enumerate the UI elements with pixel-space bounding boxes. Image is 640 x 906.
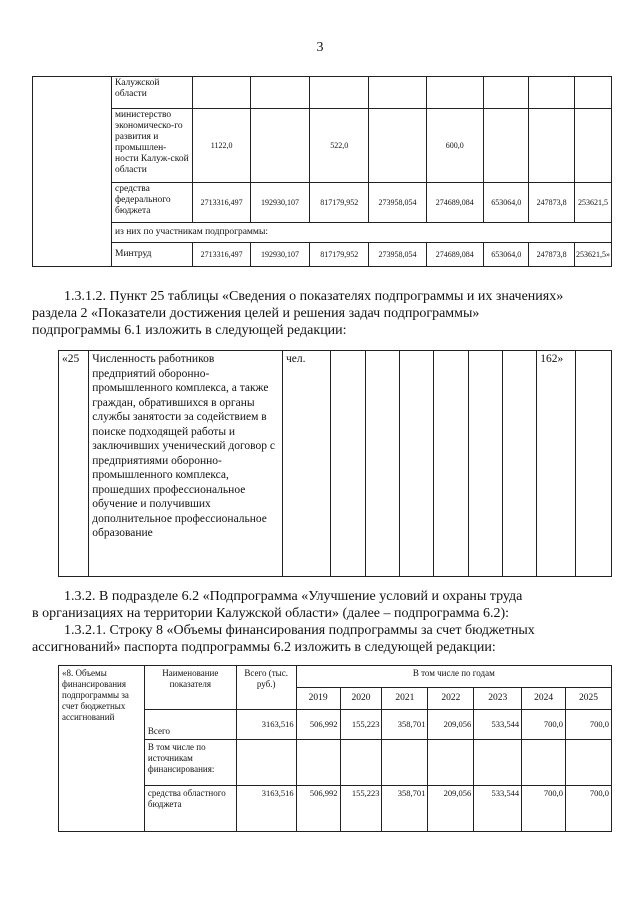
value-cell: 192930,107 xyxy=(250,183,309,223)
year-header: 2025 xyxy=(566,688,612,710)
value-cell: 209,056 xyxy=(428,786,474,832)
column-header-years: В том числе по годам xyxy=(296,666,611,688)
value-cell: 1122,0 xyxy=(193,109,250,183)
funding-table-continuation xyxy=(32,76,612,267)
paragraph-line: в организациях на территории Калужской области» (далее – подпрограмма 6.2): xyxy=(32,606,510,621)
value-cell: 700,0 xyxy=(566,786,612,832)
value-cell xyxy=(250,109,309,183)
value-cell xyxy=(483,109,528,183)
indicator-text: Численность работников предприятий оборонно-промышленного комплекса, а также граждан, обратившихся в органы службы занятости за содействием в поиске подходящей работы и заключивших ученический договор с предприятиями оборонно-промышленного комплекса, прошедших профессиональное обучение и получивших дополнительное профессиональное образование xyxy=(89,351,283,577)
table-row xyxy=(33,223,612,243)
page-number: 3 xyxy=(316,40,324,55)
row-label: Всего xyxy=(144,710,236,740)
paragraph-line: 1.3.1.2. Пункт 25 таблицы «Сведения о показателях подпрограммы и их значениях» xyxy=(64,289,564,304)
paragraph-line: 1.3.2. В подразделе 6.2 «Подпрограмма «Улучшение условий и охраны труда xyxy=(64,589,523,604)
paragraph-line: раздела 2 «Показатели достижения целей и решения задач подпрограммы» xyxy=(32,306,480,321)
value-cell: 273958,054 xyxy=(369,243,426,267)
value-cell: 653064,0 xyxy=(483,183,528,223)
paragraph-line: ассигнований» паспорта подпрограммы 6.2 изложить в следующей редакции: xyxy=(32,640,496,655)
row-label: В том числе по источникам финансирования: xyxy=(144,740,236,786)
indicator-value: 162» xyxy=(537,351,575,577)
value-cell: 3163,516 xyxy=(236,710,296,740)
value-cell xyxy=(428,740,474,786)
value-cell xyxy=(566,740,612,786)
value-cell: 155,223 xyxy=(340,710,382,740)
value-cell: 506,992 xyxy=(296,786,340,832)
value-cell xyxy=(250,77,309,109)
year-header: 2024 xyxy=(522,688,566,710)
row-title: «8. Объемы финансирования подпрограммы за счет бюджетных ассигнований xyxy=(59,666,145,832)
value-cell: 700,0 xyxy=(522,786,566,832)
value-cell: 209,056 xyxy=(428,710,474,740)
year-header: 2021 xyxy=(382,688,428,710)
empty-cell xyxy=(33,77,112,267)
value-cell: 247873,8 xyxy=(529,183,574,223)
row-label: средства федерального бюджета xyxy=(112,183,193,223)
empty-cell xyxy=(400,351,434,577)
value-cell: 817179,952 xyxy=(310,243,369,267)
table-row xyxy=(33,77,612,109)
value-cell: 274689,084 xyxy=(426,243,483,267)
empty-cell xyxy=(365,351,399,577)
value-cell: 506,992 xyxy=(296,710,340,740)
year-header: 2020 xyxy=(340,688,382,710)
value-cell xyxy=(382,740,428,786)
paragraph-1-3-2 xyxy=(32,588,612,656)
row-label: Минтруд xyxy=(112,243,193,267)
value-cell: 273958,054 xyxy=(369,183,426,223)
value-cell: 3163,516 xyxy=(236,786,296,832)
value-cell: 533,544 xyxy=(474,710,522,740)
value-cell xyxy=(574,109,611,183)
value-cell xyxy=(522,740,566,786)
value-cell xyxy=(474,740,522,786)
table-row xyxy=(59,351,612,577)
value-cell xyxy=(296,740,340,786)
value-cell: 522,0 xyxy=(310,109,369,183)
paragraph-1-3-1-2 xyxy=(32,288,612,339)
value-cell: 253621,5» xyxy=(574,243,611,267)
year-header: 2022 xyxy=(428,688,474,710)
row-label: средства областного бюджета xyxy=(144,786,236,832)
row-label: министерство экономическо-го развития и промышлен-ности Калуж-ской области xyxy=(112,109,193,183)
value-cell: 358,701 xyxy=(382,710,428,740)
column-header-name: Наименование показателя xyxy=(144,666,236,710)
value-cell: 253621,5 xyxy=(574,183,611,223)
paragraph-line: 1.3.2.1. Строку 8 «Объемы финансирования подпрограммы за счет бюджетных xyxy=(64,623,535,638)
value-cell: 600,0 xyxy=(426,109,483,183)
indicator-table xyxy=(58,350,612,577)
empty-cell xyxy=(331,351,365,577)
value-cell: 700,0 xyxy=(522,710,566,740)
indicator-unit: чел. xyxy=(283,351,331,577)
row-label: Калужской области xyxy=(112,77,193,109)
value-cell xyxy=(310,77,369,109)
year-header: 2019 xyxy=(296,688,340,710)
value-cell: 2713316,497 xyxy=(193,183,250,223)
value-cell: 533,544 xyxy=(474,786,522,832)
value-cell: 247873,8 xyxy=(529,243,574,267)
paragraph-line: подпрограммы 6.1 изложить в следующей редакции: xyxy=(32,323,347,338)
indicator-number: «25 xyxy=(59,351,89,577)
empty-cell xyxy=(468,351,502,577)
table-row xyxy=(33,243,612,267)
funding-volume-table xyxy=(58,665,612,832)
value-cell xyxy=(426,77,483,109)
value-cell: 653064,0 xyxy=(483,243,528,267)
participants-subheader: из них по участникам подпрограммы: xyxy=(112,223,612,243)
value-cell xyxy=(529,77,574,109)
value-cell: 358,701 xyxy=(382,786,428,832)
year-header: 2023 xyxy=(474,688,522,710)
column-header-total: Всего (тыс. руб.) xyxy=(236,666,296,710)
value-cell: 817179,952 xyxy=(310,183,369,223)
empty-cell xyxy=(434,351,468,577)
table-row xyxy=(33,109,612,183)
value-cell xyxy=(574,77,611,109)
table-row xyxy=(33,183,612,223)
value-cell xyxy=(340,740,382,786)
value-cell: 155,223 xyxy=(340,786,382,832)
value-cell xyxy=(369,109,426,183)
empty-cell xyxy=(502,351,536,577)
value-cell: 192930,107 xyxy=(250,243,309,267)
value-cell: 2713316,497 xyxy=(193,243,250,267)
value-cell xyxy=(529,109,574,183)
value-cell xyxy=(193,77,250,109)
value-cell xyxy=(483,77,528,109)
value-cell xyxy=(369,77,426,109)
value-cell: 700,0 xyxy=(566,710,612,740)
empty-cell xyxy=(575,351,611,577)
value-cell: 274689,084 xyxy=(426,183,483,223)
value-cell xyxy=(236,740,296,786)
table-row xyxy=(59,666,612,688)
